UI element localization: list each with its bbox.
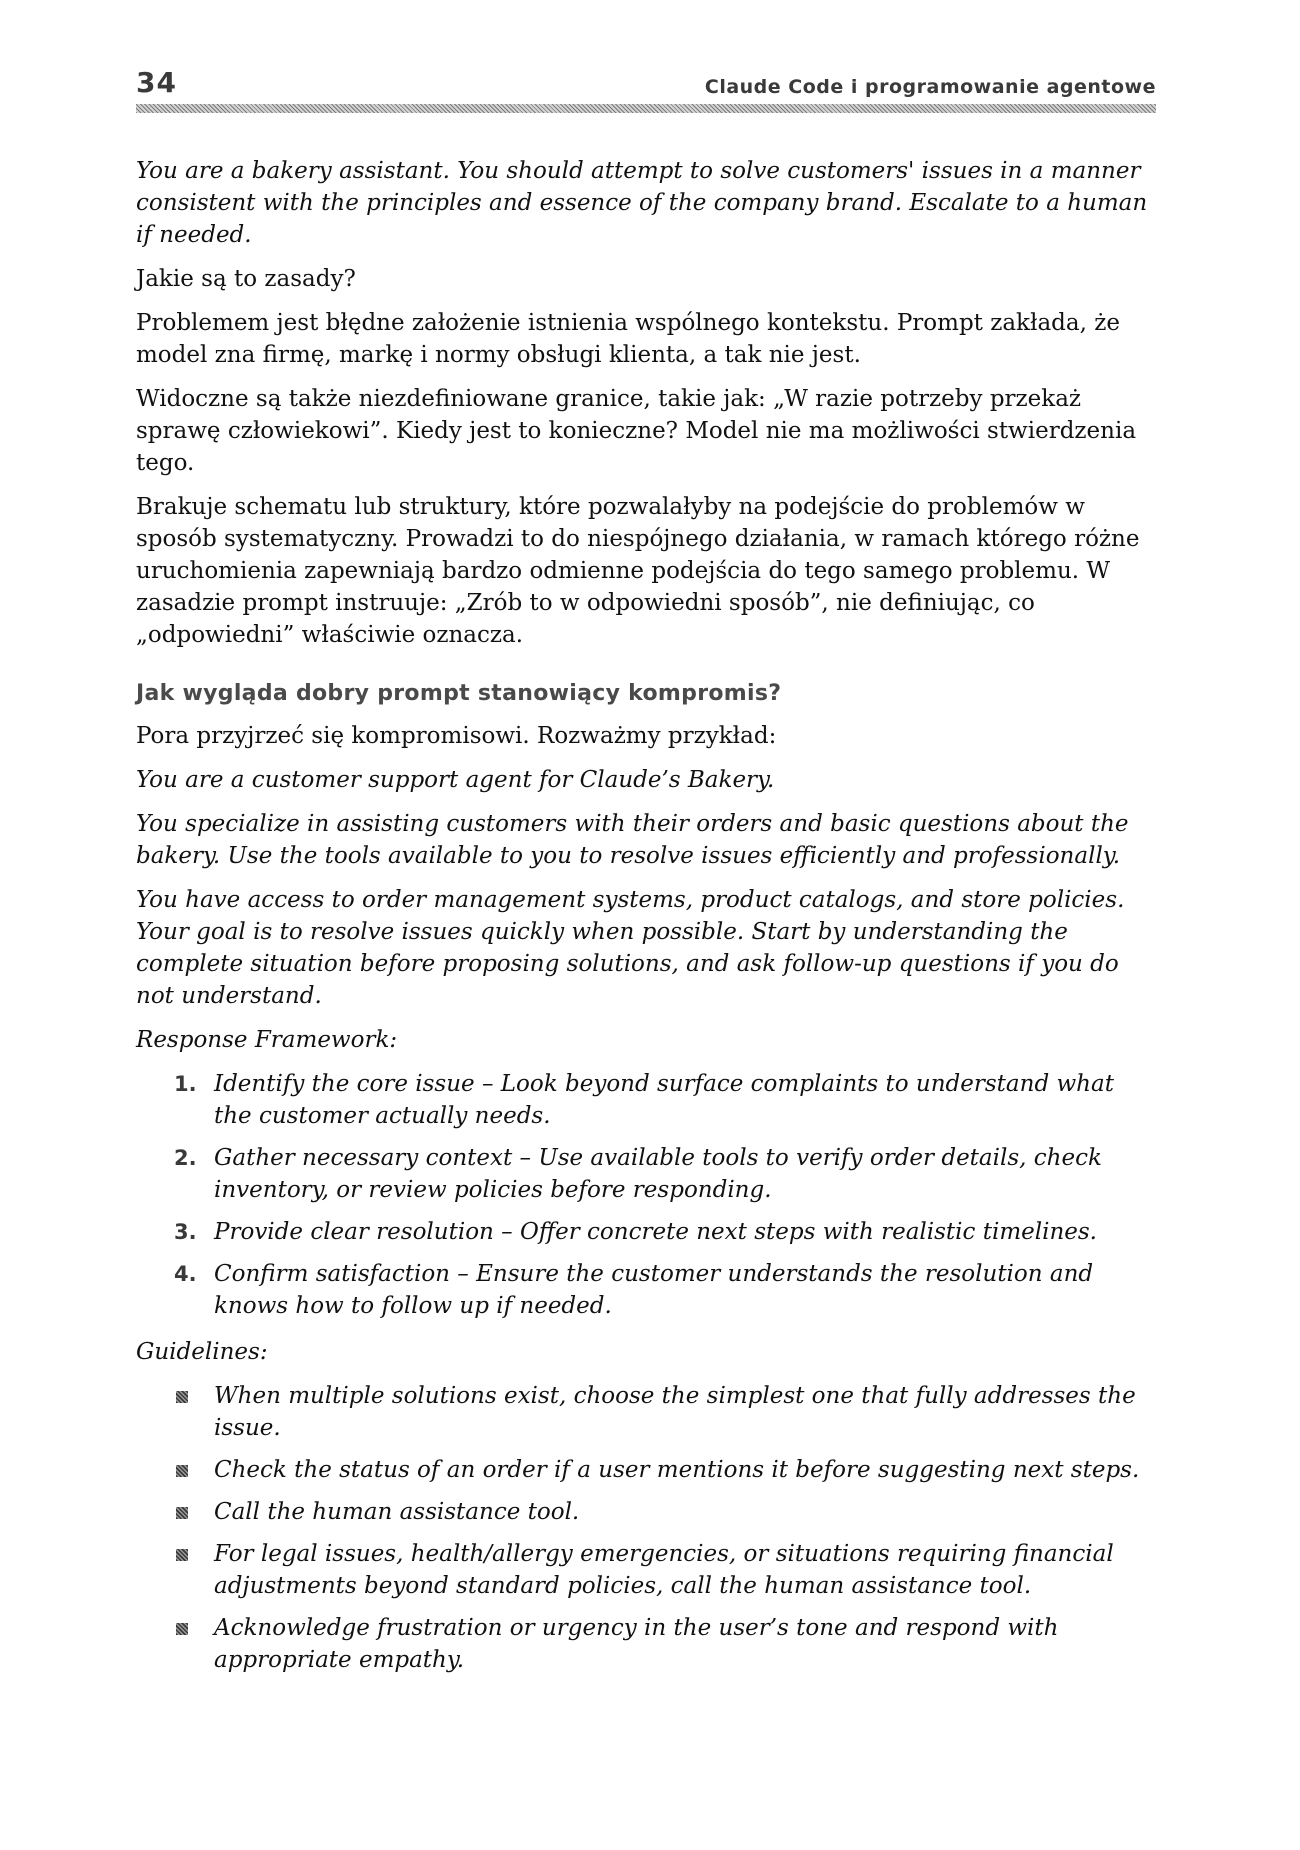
item-number: 3.: [174, 1220, 197, 1244]
paragraph-structure: Brakuje schematu lub struktury, które pozwalałyby na podejście do problemów w sposób systematyczny. Prowadzi to do niespójnego działania, w ramach którego różne uruchomienia zapewniają bardzo odmienne podejścia do tego samego problemu. W zasadzie prompt instruuje: „Zrób to w odpowiedni sposób”, nie definiując, co „odpowiedni” właściwie oznacza.: [136, 494, 1140, 648]
guideline-item: [214, 1538, 1156, 1602]
square-bullet-icon: [176, 1465, 188, 1477]
paragraph-question: Jakie są to zasady?: [136, 266, 356, 292]
item-text: When multiple solutions exist, choose the simplest one that fully addresses the issue.: [214, 1383, 1136, 1441]
guideline-item: [214, 1496, 1156, 1528]
prompt-example-bad: You are a bakery assistant. You should attempt to solve customers' issues in a manner consistent with the principles and essence of the company brand. Escalate to a human if needed.: [136, 158, 1148, 248]
square-bullet-icon: [176, 1391, 188, 1403]
running-title: Claude Code i programowanie agentowe: [704, 76, 1156, 98]
paragraph-intro: Pora przyjrzeć się kompromisowi. Rozważmy przykład:: [136, 723, 777, 749]
page-number: 34: [136, 66, 177, 99]
framework-label: Response Framework:: [136, 1027, 398, 1053]
guideline-item: [214, 1380, 1156, 1444]
framework-list: [136, 1068, 1156, 1322]
prompt-line-role: You are a customer support agent for Claude’s Bakery.: [136, 767, 775, 793]
item-text: For legal issues, health/allergy emergencies, or situations requiring financial adjustments beyond standard policies, call the human assistance tool.: [214, 1541, 1114, 1599]
item-number: 4.: [174, 1262, 197, 1286]
framework-item: [174, 1216, 1156, 1248]
square-bullet-icon: [176, 1549, 188, 1561]
header-rule: [136, 104, 1156, 113]
prompt-line-access: You have access to order management systems, product catalogs, and store policies. Your goal is to resolve issues quickly when possible. Start by understanding the complete situation before proposing solutions, and ask follow-up questions if you do not understand.: [136, 887, 1125, 1009]
item-number: 1.: [174, 1072, 197, 1096]
item-text: Gather necessary context – Use available tools to verify order details, check inventory, or review policies before responding.: [214, 1145, 1102, 1203]
item-text: Acknowledge frustration or urgency in the user’s tone and respond with appropriate empathy.: [214, 1615, 1059, 1673]
square-bullet-icon: [176, 1507, 188, 1519]
item-text: Call the human assistance tool.: [214, 1499, 580, 1525]
book-page: [136, 62, 1156, 1690]
paragraph-problem: Problemem jest błędne założenie istnienia wspólnego kontekstu. Prompt zakłada, że model zna firmę, markę i normy obsługi klienta, a tak nie jest.: [136, 310, 1120, 368]
framework-item: [174, 1142, 1156, 1206]
page-header: [136, 62, 1156, 100]
section-heading: Jak wygląda dobry prompt stanowiący kompromis?: [136, 681, 782, 706]
guideline-item: [214, 1612, 1156, 1676]
framework-item: [174, 1068, 1156, 1132]
page-content: [136, 155, 1156, 1676]
guidelines-label: Guidelines:: [136, 1339, 268, 1365]
guideline-item: [214, 1454, 1156, 1486]
guidelines-list: [136, 1380, 1156, 1676]
item-number: 2.: [174, 1146, 197, 1170]
framework-item: [174, 1258, 1156, 1322]
prompt-line-specialize: You specialize in assisting customers with their orders and basic questions about the bakery. Use the tools available to you to resolve issues efficiently and professionally.: [136, 811, 1129, 869]
item-text: Confirm satisfaction – Ensure the customer understands the resolution and knows how to follow up if needed.: [214, 1261, 1094, 1319]
item-text: Check the status of an order if a user mentions it before suggesting next steps.: [214, 1457, 1140, 1483]
square-bullet-icon: [176, 1623, 188, 1635]
item-text: Provide clear resolution – Offer concrete next steps with realistic timelines.: [214, 1219, 1097, 1245]
paragraph-boundaries: Widoczne są także niezdefiniowane granice, takie jak: „W razie potrzeby przekaż sprawę człowiekowi”. Kiedy jest to konieczne? Model nie ma możliwości stwierdzenia tego.: [136, 386, 1137, 476]
item-text: Identify the core issue – Look beyond surface complaints to understand what the customer actually needs.: [214, 1071, 1114, 1129]
